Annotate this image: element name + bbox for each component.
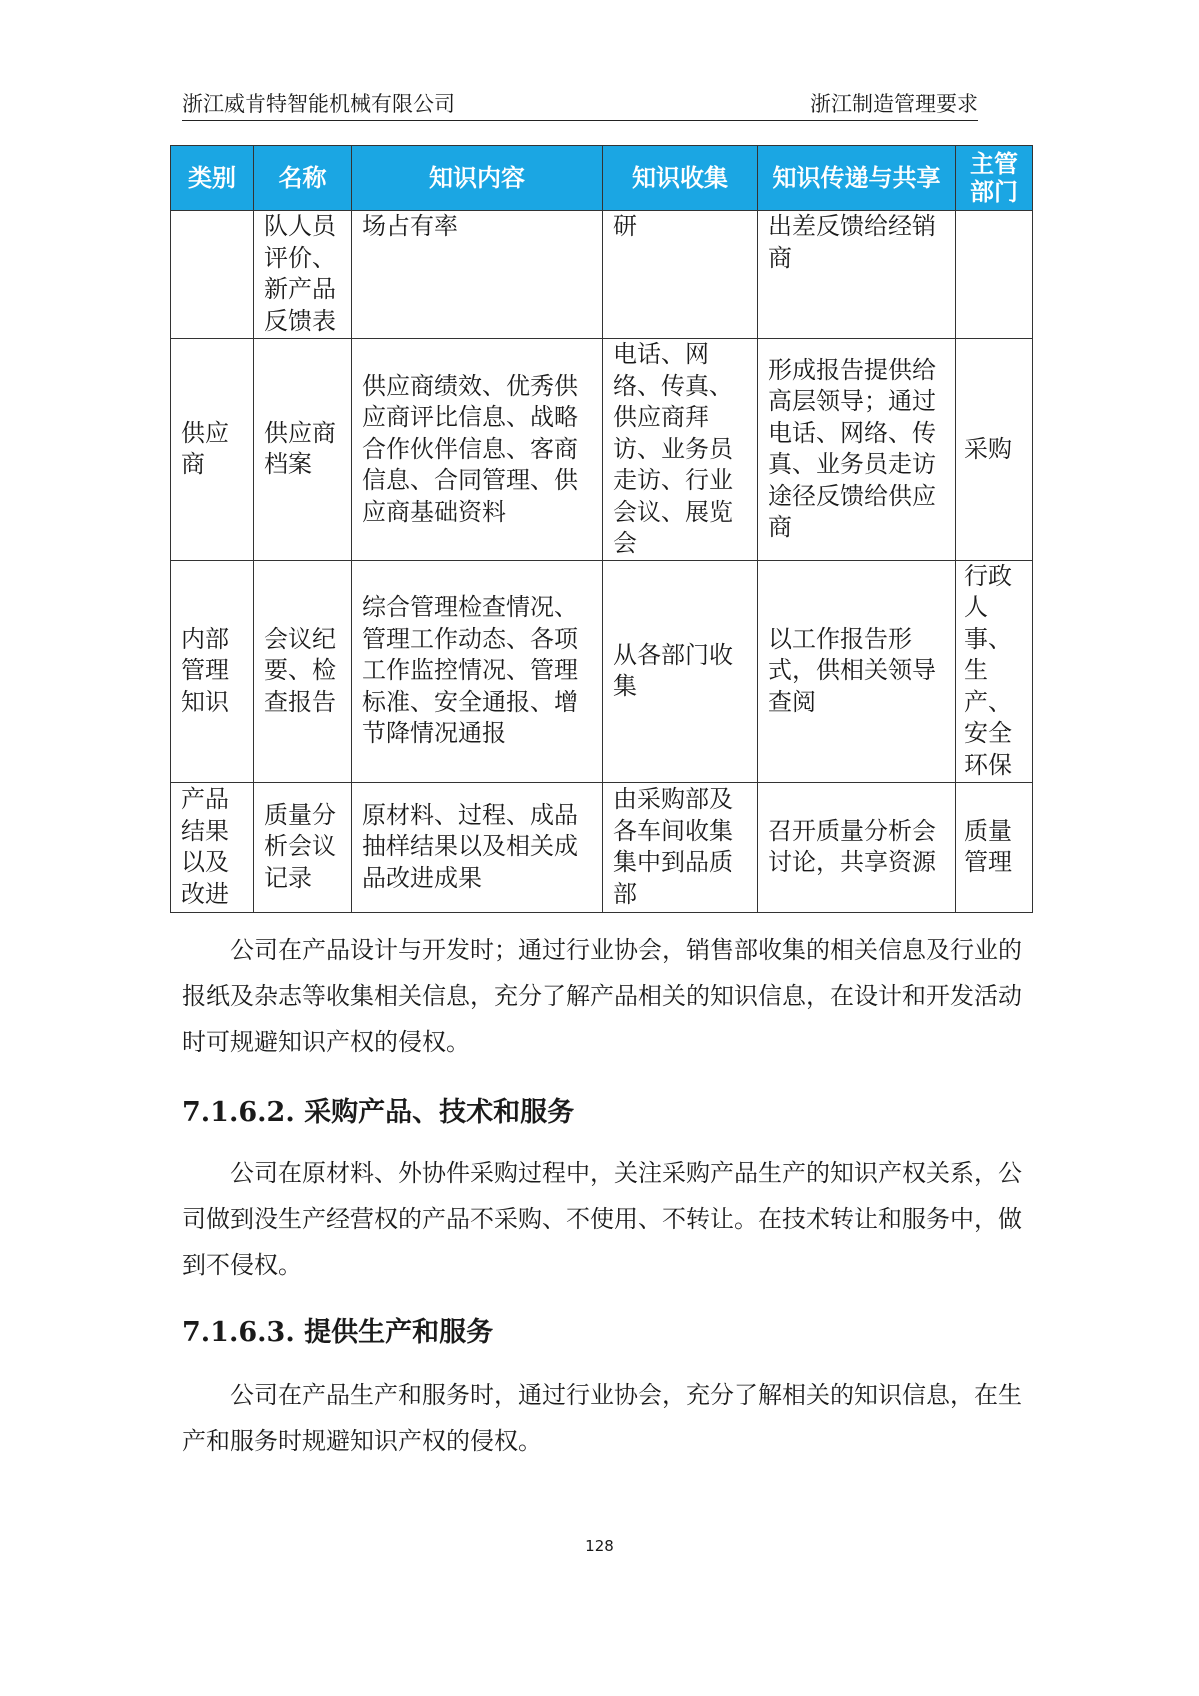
header-content: 知识内容	[352, 146, 603, 211]
header-collection: 知识收集	[603, 146, 758, 211]
table-row	[171, 211, 1033, 339]
header-category: 类别	[171, 146, 254, 211]
table-cell: 综合管理检查情况、管理工作动态、各项工作监控情况、管理标准、安全通报、增节降情况通报	[352, 560, 603, 782]
table-cell: 从各部门收集	[603, 560, 758, 782]
table-cell: 召开质量分析会讨论，共享资源	[758, 782, 956, 912]
table-cell	[956, 211, 1033, 339]
document-title: 浙江制造管理要求	[810, 92, 978, 116]
table-cell: 质量分析会议记录	[254, 782, 352, 912]
table-row	[171, 560, 1033, 782]
table-cell: 产品结果以及改进	[171, 782, 254, 912]
header-department: 主管部门	[956, 146, 1033, 211]
table-cell: 采购	[956, 339, 1033, 561]
paragraph-production: 公司在产品生产和服务时，通过行业协会，充分了解相关的知识信息，在生产和服务时规避知识产权的侵权。	[182, 1381, 1022, 1455]
table-cell: 出差反馈给经销商	[758, 211, 956, 339]
table-cell: 质量管理	[956, 782, 1033, 912]
section-heading-production: 7.1.6.3. 提供生产和服务	[182, 1317, 494, 1348]
header-sharing: 知识传递与共享	[758, 146, 956, 211]
table-cell: 供应商档案	[254, 339, 352, 561]
table-cell: 场占有率	[352, 211, 603, 339]
table-cell: 供应商	[171, 339, 254, 561]
table-header-row	[171, 146, 1033, 211]
page-header	[182, 84, 978, 121]
header-name: 名称	[254, 146, 352, 211]
knowledge-table	[170, 145, 1033, 913]
table-cell: 由采购部及各车间收集集中到品质部	[603, 782, 758, 912]
table-cell: 供应商绩效、优秀供应商评比信息、战略合作伙伴信息、客商信息、合同管理、供应商基础资料	[352, 339, 603, 561]
table-cell: 研	[603, 211, 758, 339]
table-cell: 队人员评价、新产品反馈表	[254, 211, 352, 339]
table-cell: 电话、网络、传真、供应商拜访、业务员走访、行业会议、展览会	[603, 339, 758, 561]
table-row	[171, 782, 1033, 912]
company-name: 浙江威肯特智能机械有限公司	[182, 92, 455, 116]
section-heading-procurement: 7.1.6.2. 采购产品、技术和服务	[182, 1097, 575, 1128]
table-row	[171, 339, 1033, 561]
paragraph-design-development: 公司在产品设计与开发时；通过行业协会，销售部收集的相关信息及行业的报纸及杂志等收集相关信息，充分了解产品相关的知识信息，在设计和开发活动时可规避知识产权的侵权。	[182, 936, 1022, 1056]
table-cell: 内部管理知识	[171, 560, 254, 782]
paragraph-procurement: 公司在原材料、外协件采购过程中，关注采购产品生产的知识产权关系，公司做到没生产经营权的产品不采购、不使用、不转让。在技术转让和服务中，做到不侵权。	[182, 1159, 1022, 1279]
table-cell: 原材料、过程、成品抽样结果以及相关成品改进成果	[352, 782, 603, 912]
table-cell: 以工作报告形式，供相关领导查阅	[758, 560, 956, 782]
table-cell	[171, 211, 254, 339]
table-cell: 行政人事、生产、安全环保	[956, 560, 1033, 782]
page-number: 128	[585, 1537, 614, 1555]
table-cell: 形成报告提供给高层领导；通过电话、网络、传真、业务员走访途径反馈给供应商	[758, 339, 956, 561]
table-cell: 会议纪要、检查报告	[254, 560, 352, 782]
